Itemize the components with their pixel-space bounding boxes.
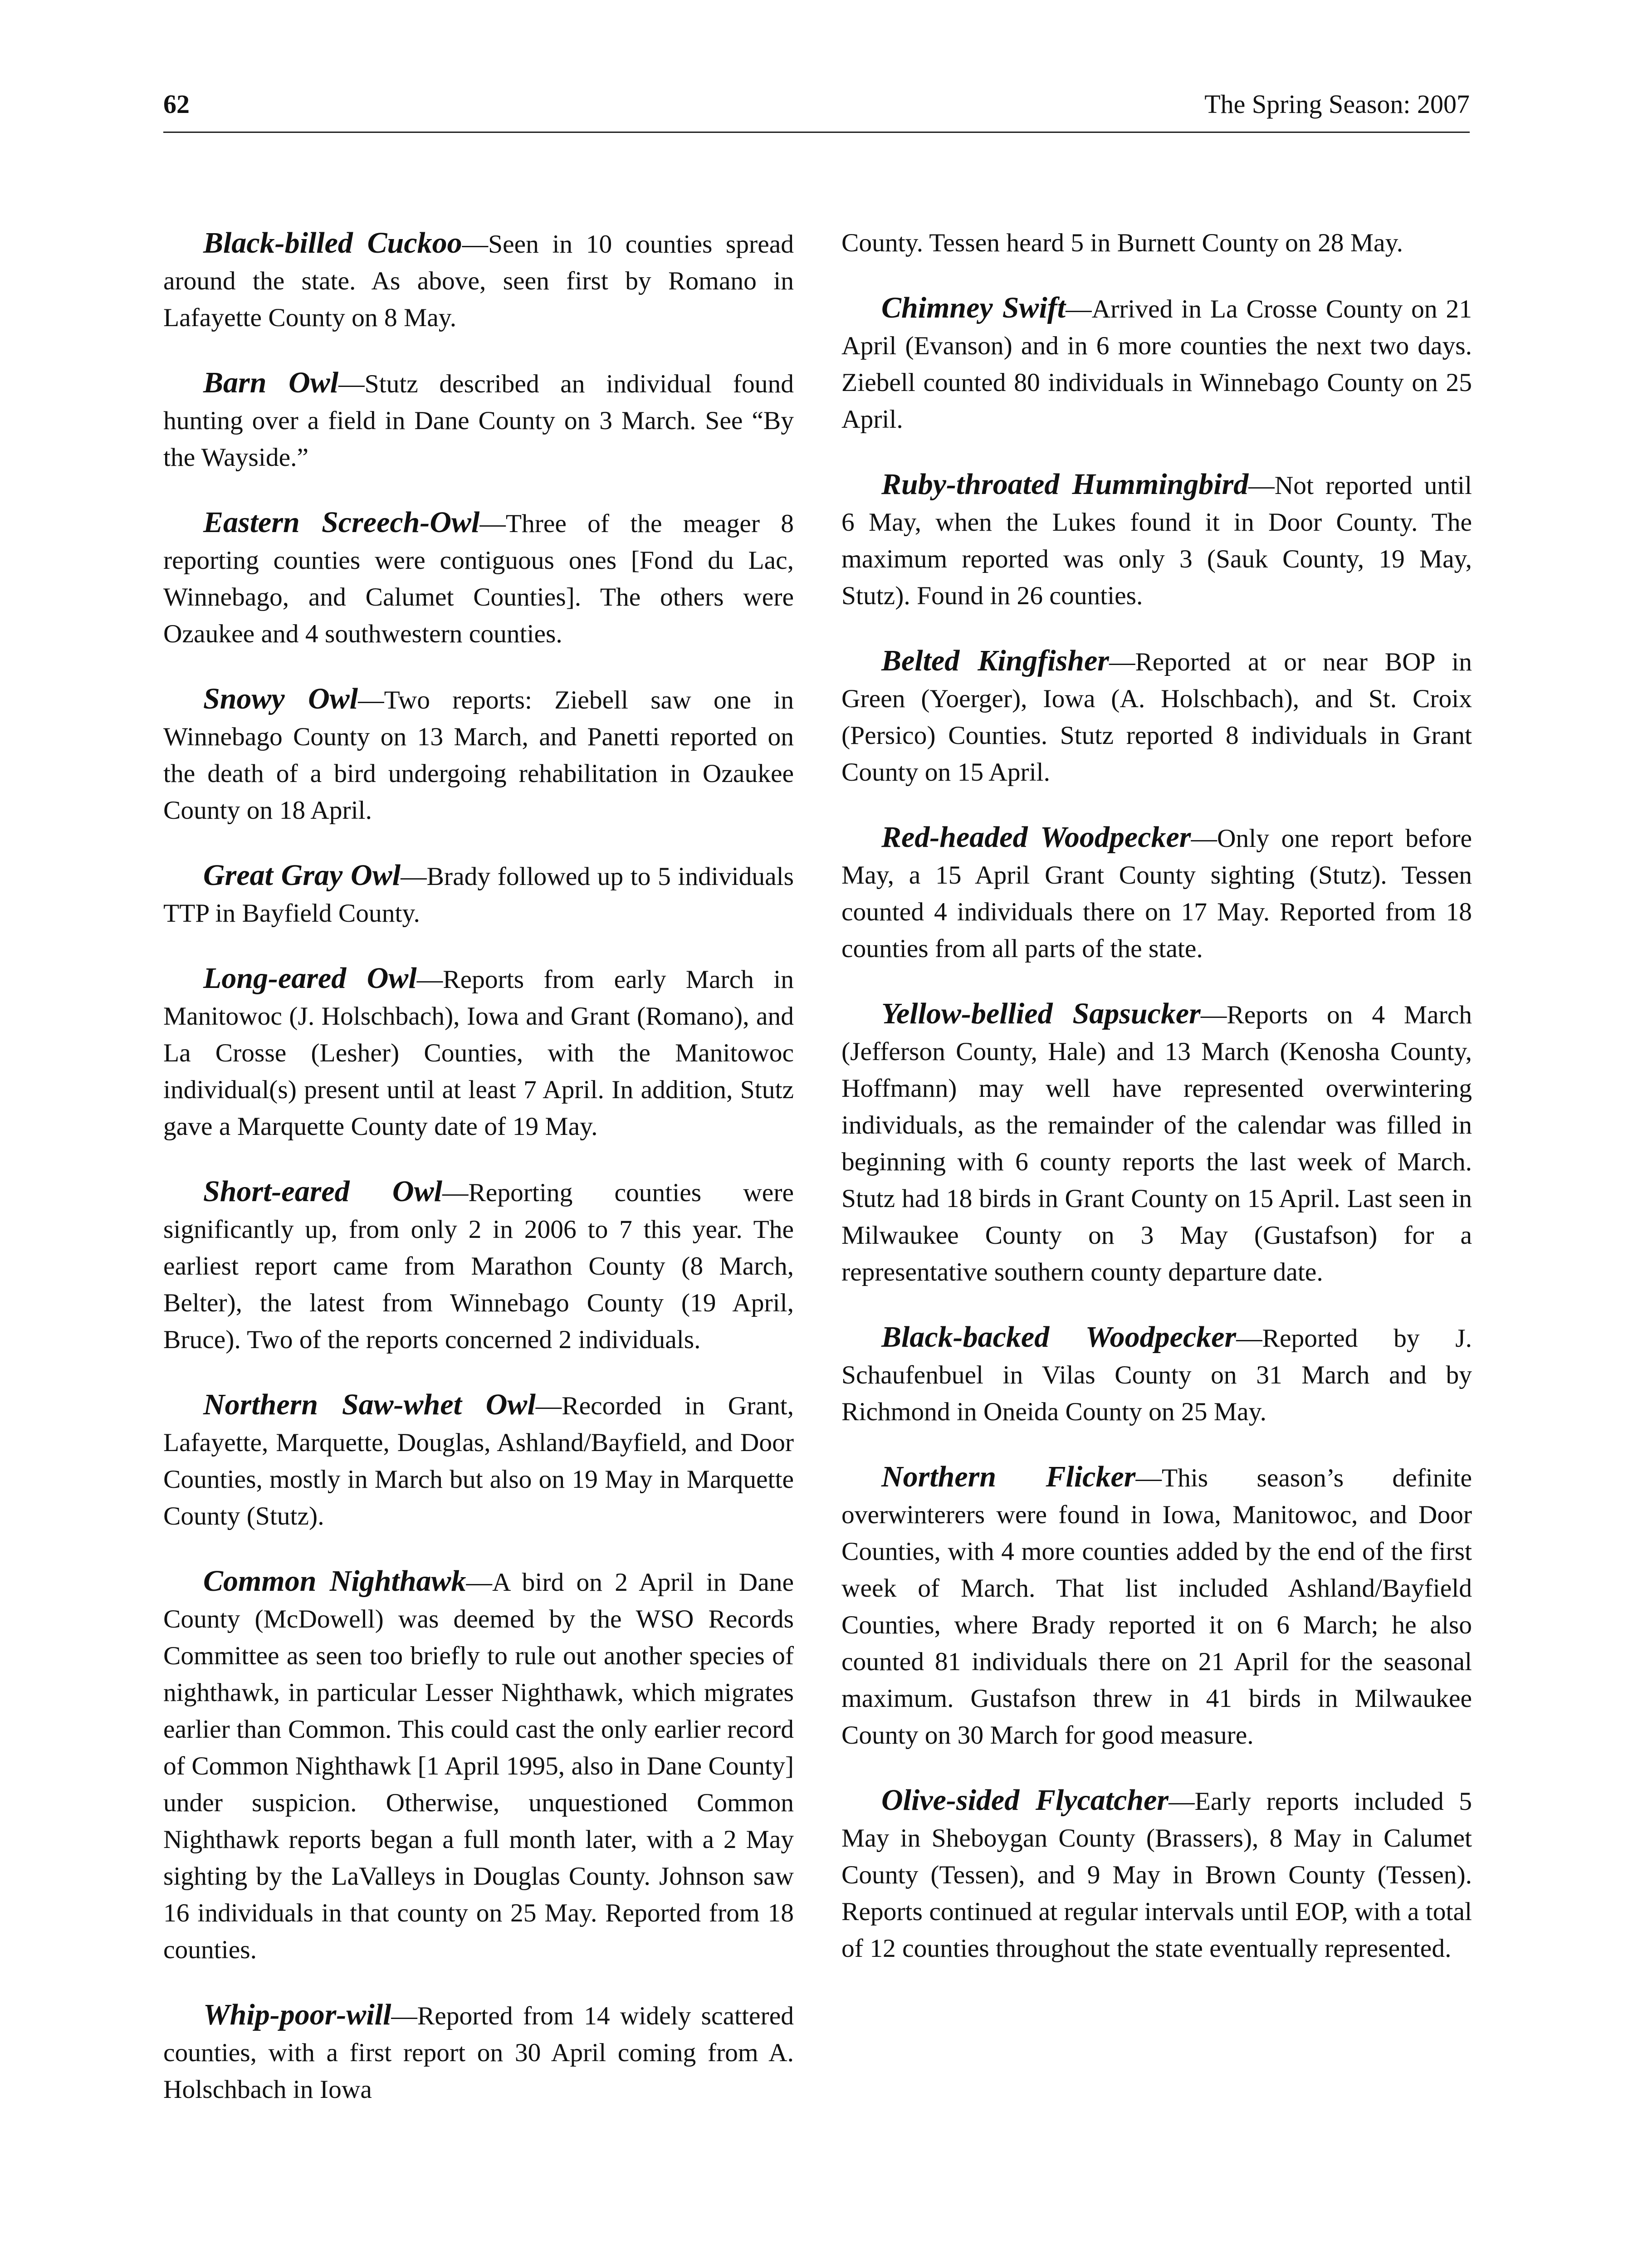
species-entry: [163, 504, 794, 652]
em-dash: —: [466, 1568, 493, 1597]
em-dash: —: [535, 1392, 562, 1420]
em-dash: —: [1248, 471, 1275, 500]
species-name: Belted Kingfisher: [881, 644, 1109, 677]
species-name: Barn Owl: [203, 366, 339, 399]
species-account: Reports from early March in Manitowoc (J. Holschbach), Iowa and Grant (Romano), and La Crosse (Lesher) Counties, with the Manitowoc individual(s) present until at least 7 April. In addition, Stutz gave a Marquette County date of 19 May.: [163, 965, 794, 1141]
species-entry: [841, 1458, 1472, 1754]
species-account: Reported at or near BOP in Green (Yoerger), Iowa (A. Holschbach), and St. Croix (Persico) Counties. Stutz reported 8 individuals in Grant County on 15 April.: [841, 648, 1472, 787]
em-dash: —: [1236, 1324, 1262, 1353]
em-dash: —: [1169, 1787, 1195, 1816]
species-account: This season’s definite overwinterers were found in Iowa, Manitowoc, and Door Counties, with 4 more counties added by the end of the first week of March. That list included Ashland/Bayfield Counties, where Brady reported it on 6 March; he also counted 81 individuals there on 21 April for the seasonal maximum. Gustafson threw in 41 birds in Milwaukee County on 30 March for good measure.: [841, 1464, 1472, 1750]
page-header: [163, 86, 1470, 133]
page-number: 62: [163, 89, 190, 119]
species-account: Two reports: Ziebell saw one in Winnebago County on 13 March, and Panetti reported on the death of a bird undergoing rehabilitation in Ozaukee County on 18 April.: [163, 686, 794, 825]
species-entry: [163, 1173, 794, 1358]
species-entry: [841, 995, 1472, 1290]
em-dash: —: [1135, 1464, 1162, 1492]
species-name: Short-eared Owl: [203, 1175, 442, 1208]
species-entry: [841, 819, 1472, 967]
species-entry: [163, 857, 794, 932]
species-entry: [841, 289, 1472, 438]
species-name: Eastern Screech-Owl: [203, 506, 480, 539]
em-dash: —: [462, 230, 489, 259]
species-account: Reports on 4 March (Jefferson County, Hale) and 13 March (Kenosha County, Hoffmann) may well have represented overwintering individuals, as the remainder of the calendar was filled in beginning with 6 county reports the last week of March. Stutz had 18 birds in Grant County on 15 April. Last seen in Milwaukee County on 3 May (Gustafson) for a representative southern county departure date.: [841, 1001, 1472, 1286]
left-column: [163, 225, 794, 2136]
species-name: Whip-poor-will: [203, 1998, 391, 2031]
species-name: Olive-sided Flycatcher: [881, 1784, 1169, 1817]
species-name: Common Nighthawk: [203, 1564, 466, 1598]
species-name: Northern Flicker: [881, 1460, 1136, 1493]
species-account: A bird on 2 April in Dane County (McDowell) was deemed by the WSO Records Committee as seen too briefly to rule out another species of nighthawk, in particular Lesser Nighthawk, which migrates earlier than Common. This could cast the only earlier record of Common Nighthawk [1 April 1995, also in Dane County] under suspicion. Otherwise, unquestioned Common Nighthawk reports began a full month later, with a 2 May sighting by the LaValleys in Douglas County. Johnson saw 16 individuals in that county on 25 May. Reported from 18 counties.: [163, 1568, 794, 1964]
continued-text: County. Tessen heard 5 in Burnett County on 28 May.: [841, 229, 1403, 257]
species-name: Ruby-throated Hummingbird: [881, 468, 1249, 501]
species-account: Reporting counties were significantly up, from only 2 in 2006 to 7 this year. The earliest report came from Marathon County (8 March, Belter), the latest from Winnebago County (19 April, Bruce). Two of the reports concerned 2 individuals.: [163, 1178, 794, 1354]
species-name: Long-eared Owl: [203, 962, 417, 995]
em-dash: —: [1191, 824, 1217, 853]
species-entry: [841, 1782, 1472, 1967]
em-dash: —: [479, 509, 506, 538]
species-name: Northern Saw-whet Owl: [203, 1388, 536, 1421]
species-entry: [163, 680, 794, 829]
species-entry: [841, 1319, 1472, 1430]
species-entry: [163, 960, 794, 1145]
species-entry: [163, 364, 794, 476]
species-account: Reported from 14 widely scattered counties, with a first report on 30 April coming from A. Holschbach in Iowa: [163, 2002, 794, 2104]
species-entry: [841, 642, 1472, 791]
em-dash: —: [1200, 1001, 1227, 1029]
species-entry: [163, 225, 794, 336]
species-entry: [163, 1996, 794, 2108]
species-account: Early reports included 5 May in Sheboygan County (Brassers), 8 May in Calumet County (Tessen), and 9 May in Brown County (Tessen). Reports continued at regular intervals until EOP, with a total of 12 counties throughout the state eventually represented.: [841, 1787, 1472, 1963]
species-account: Three of the meager 8 reporting counties were contiguous ones [Fond du Lac, Winnebago, and Calumet Counties]. The others were Ozaukee and 4 southwestern counties.: [163, 509, 794, 648]
species-account: Stutz described an individual found hunting over a field in Dane County on 3 March. See “By the Wayside.”: [163, 370, 794, 472]
species-name: Yellow-bellied Sapsucker: [881, 997, 1201, 1030]
species-account: Not reported until 6 May, when the Lukes found it in Door County. The maximum reported was only 3 (Sauk County, 19 May, Stutz). Found in 26 counties.: [841, 471, 1472, 610]
em-dash: —: [358, 686, 384, 714]
species-name: Red-headed Woodpecker: [881, 821, 1191, 854]
species-name: Snowy Owl: [203, 682, 358, 715]
species-account: Recorded in Grant, Lafayette, Marquette, Douglas, Ashland/Bayfield, and Door Counties, mostly in March but also on 19 May in Marquette County (Stutz).: [163, 1392, 794, 1530]
species-account: Reported by J. Schaufenbuel in Vilas County on 31 March and by Richmond in Oneida County on 25 May.: [841, 1324, 1472, 1426]
em-dash: —: [1109, 648, 1135, 676]
species-name: Black-backed Woodpecker: [881, 1320, 1237, 1354]
em-dash: —: [416, 965, 443, 994]
species-name: Great Gray Owl: [203, 859, 401, 892]
species-entry: [841, 466, 1472, 614]
em-dash: —: [401, 862, 427, 891]
species-account: Seen in 10 counties spread around the state. As above, seen first by Romano in Lafayette County on 8 May.: [163, 230, 794, 332]
em-dash: —: [442, 1178, 469, 1207]
species-entry: [163, 1563, 794, 1968]
em-dash: —: [391, 2002, 417, 2030]
em-dash: —: [1066, 295, 1092, 323]
right-column: [841, 225, 1472, 1995]
species-entry: [163, 1386, 794, 1535]
species-account: Brady followed up to 5 individuals TTP in Bayfield County.: [163, 862, 794, 928]
species-account: Only one report before May, a 15 April Grant County sighting (Stutz). Tessen counted 4 individuals there on 17 May. Reported from 18 counties from all parts of the state.: [841, 824, 1472, 963]
species-name: Black-billed Cuckoo: [203, 226, 462, 259]
species-account: Arrived in La Crosse County on 21 April (Evanson) and in 6 more counties the next two days. Ziebell counted 80 individuals in Winnebago County on 25 April.: [841, 295, 1472, 434]
running-title: The Spring Season: 2007: [1204, 89, 1470, 119]
species-name: Chimney Swift: [881, 291, 1066, 324]
em-dash: —: [338, 370, 365, 398]
